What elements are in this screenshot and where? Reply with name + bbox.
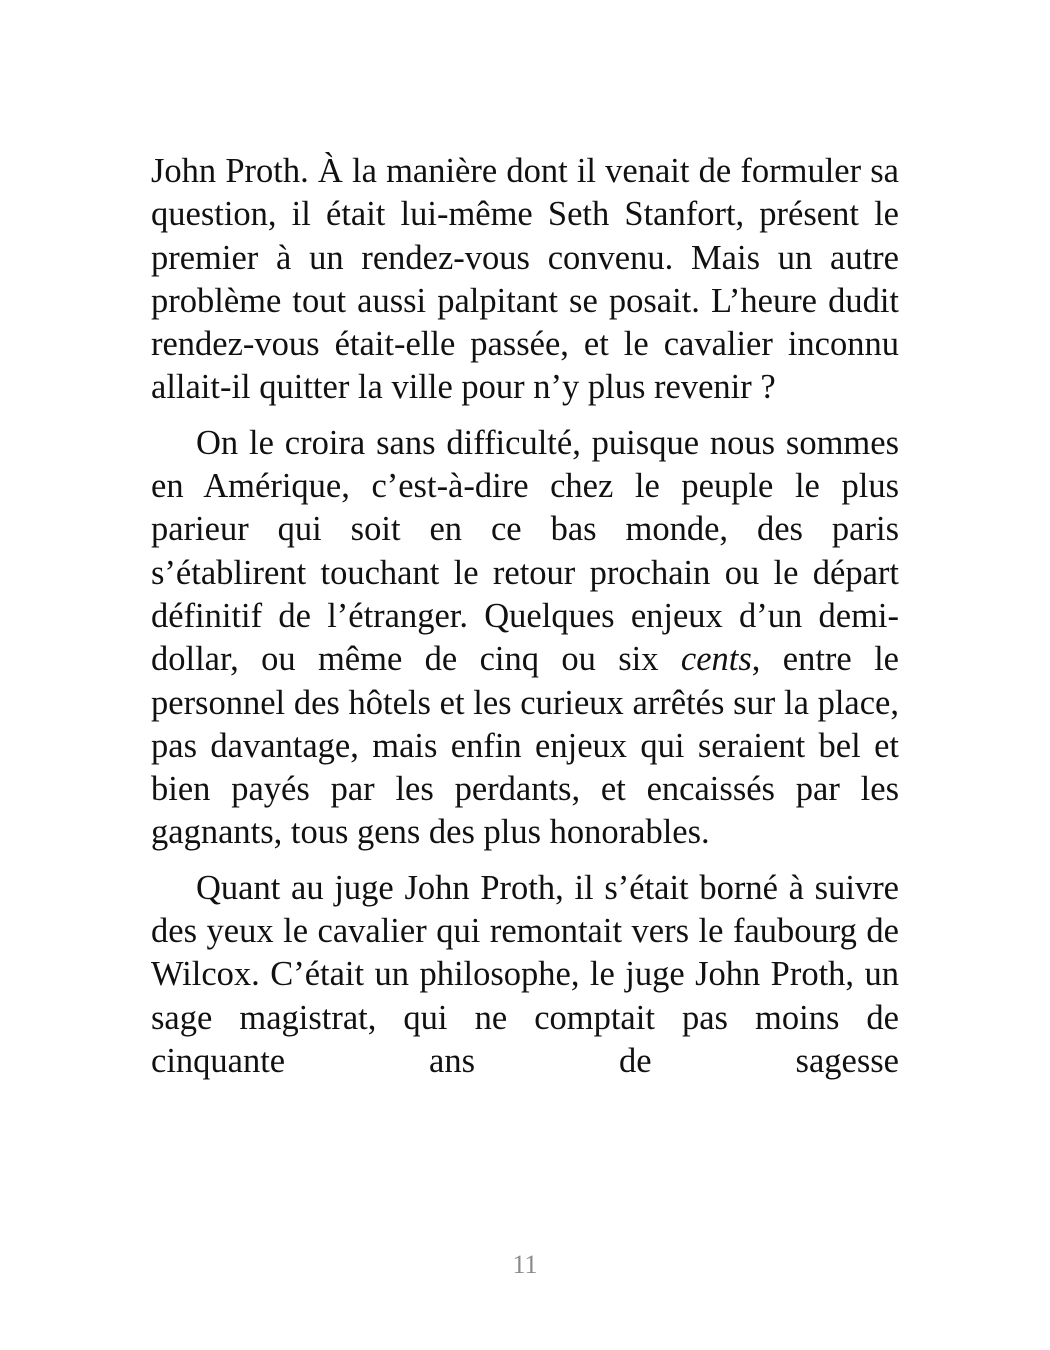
paragraph-1	[151, 150, 899, 410]
page-number: 11	[512, 1250, 538, 1279]
body-text	[151, 150, 899, 1095]
paragraph-2	[151, 422, 899, 855]
paragraph-3	[151, 867, 899, 1083]
paragraph-2-italic-term: cents	[680, 640, 752, 679]
paragraph-2-text-b: , entre le personnel des hôtels et les curieux arrêtés sur la place, pas davantage, mais enfin enjeux qui seraient bel et bien payés par les perdants, et encaissés par les gagnants, tous gens des plus honorables.	[151, 640, 899, 852]
paragraph-2-text-a: On le croira sans difficulté, puisque nous sommes en Amérique, c’est-à-dire chez le peuple le plus parieur qui soit en ce bas monde, des paris s’établirent touchant le retour prochain ou le départ définitif de l’étranger. Quelques enjeux d’un demi-dollar, ou même de cinq ou six	[151, 423, 899, 679]
paragraph-1-text: John Proth. À la manière dont il venait de formuler sa question, il était lui-même Seth Stanfort, présent le premier à un rendez-vous convenu. Mais un autre problème tout aussi palpitant se posait. L’heure dudit rendez-vous était-elle passée, et le cavalier inconnu allait-il quitter la ville pour n’y plus revenir ?	[151, 152, 899, 407]
paragraph-3-text: Quant au juge John Proth, il s’était borné à suivre des yeux le cavalier qui remontait vers le faubourg de Wilcox. C’était un philosophe, le juge John Proth, un sage magistrat, qui ne comptait pas moins de cinquante ans de sagesse	[151, 868, 899, 1080]
